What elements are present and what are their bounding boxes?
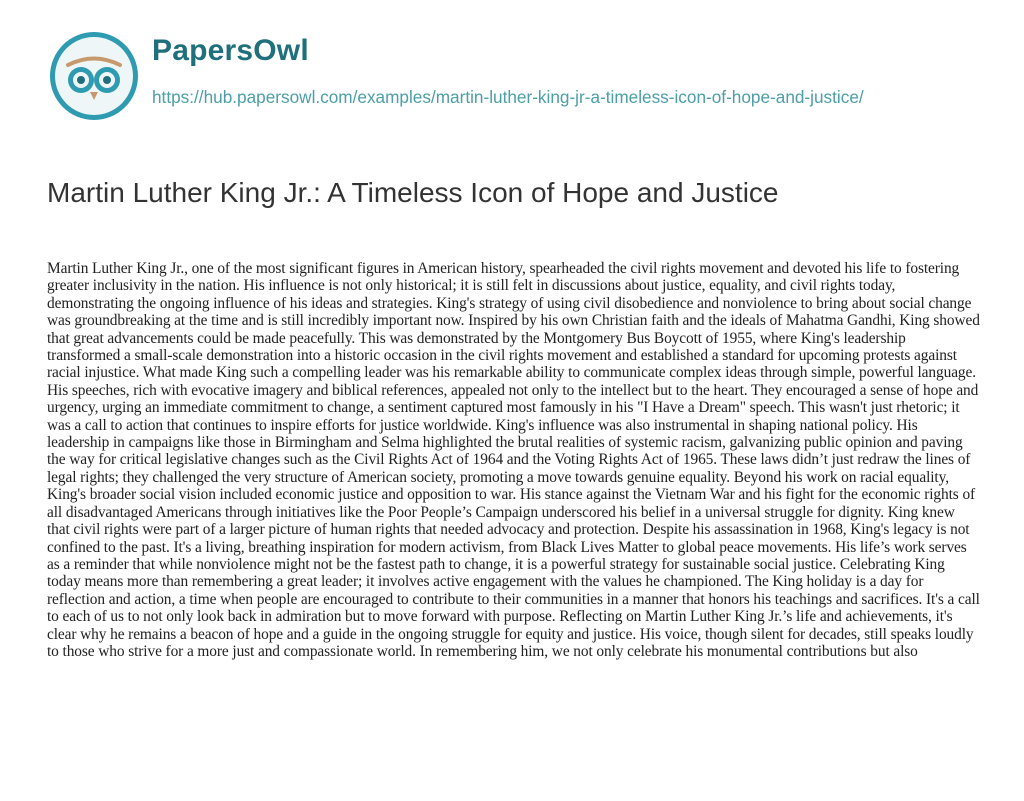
article-title: Martin Luther King Jr.: A Timeless Icon of Hope and Justice [47,177,779,208]
owl-eyes-icon[interactable] [48,30,140,122]
article-body: Martin Luther King Jr., one of the most significant figures in American history, spearheaded the civil rights movement and devoted his life to fostering greater inclusivity in the nation. His influence is not only historical; it is still felt in discussions about justice, equality, and civil rights today, demonstrating the ongoing influence of his ideas and strategies. King's strategy of using civil disobedience and nonviolence to bring about social change was groundbreaking at the time and is still incredibly important now. Inspired by his own Christian faith and the ideals of Mahatma Gandhi, King showed that great advancements could be made peacefully. This was demonstrated by the Montgomery Bus Boycott of 1955, where King's leadership transformed a small-scale demonstration into a historic occasion in the civil rights movement and established a standard for upcoming protests against racial injustice. What made King such a compelling leader was his remarkable ability to communicate complex ideas through simple, powerful language. His speeches, rich with evocative imagery and biblical references, appealed not only to the intellect but to the heart. They encouraged a sense of hope and urgency, urging an immediate commitment to change, a sentiment captured most famously in his "I Have a Dream" speech. This wasn't just rhetoric; it was a call to action that continues to inspire efforts for justice worldwide. King's influence was also instrumental in shaping national policy. His leadership in campaigns like those in Birmingham and Selma highlighted the brutal realities of systemic racism, galvanizing public opinion and paving the way for critical legislative changes such as the Civil Rights Act of 1964 and the Voting Rights Act of 1965. These laws didn’t just redraw the lines of legal rights; they challenged the very structure of American society, promoting a move towards genuine equality. Beyond his work on racial equality, King's broader social vision included economic justice and opposition to war. His stance against the Vietnam War and his fight for the economic rights of all disadvantaged Americans through initiatives like the Poor People’s Campaign underscored his belief in a universal struggle for dignity. King knew that civil rights were part of a larger picture of human rights that needed advocacy and protection. Despite his assassination in 1968, King's legacy is not confined to the past. It's a living, breathing inspiration for modern activism, from Black Lives Matter to global peace movements. His life’s work serves as a reminder that while nonviolence might not be the fastest path to change, it is a powerful strategy for sustainable social justice. Celebrating King today means more than remembering a great leader; it involves active engagement with the values he championed. The King holiday is a day for reflection and action, a time when people are encouraged to contribute to their communities in a manner that honors his teachings and sacrifices. It's a call to each of us to not only look back in admiration but to move forward with purpose. Reflecting on Martin Luther King Jr.’s life and achievements, it's clear why he remains a beacon of hope and a guide in the ongoing struggle for equity and justice. His voice, though silent for decades, still speaks loudly to those who strive for a more just and compassionate world. In remembering him, we not only celebrate his monumental contributions but also [47,260,980,660]
brand-name[interactable]: PapersOwl [152,34,309,67]
source-url-link[interactable]: https://hub.papersowl.com/examples/martin-luther-king-jr-a-timeless-icon-of-hope-and-justice/ [152,87,864,107]
site-header [48,30,988,140]
